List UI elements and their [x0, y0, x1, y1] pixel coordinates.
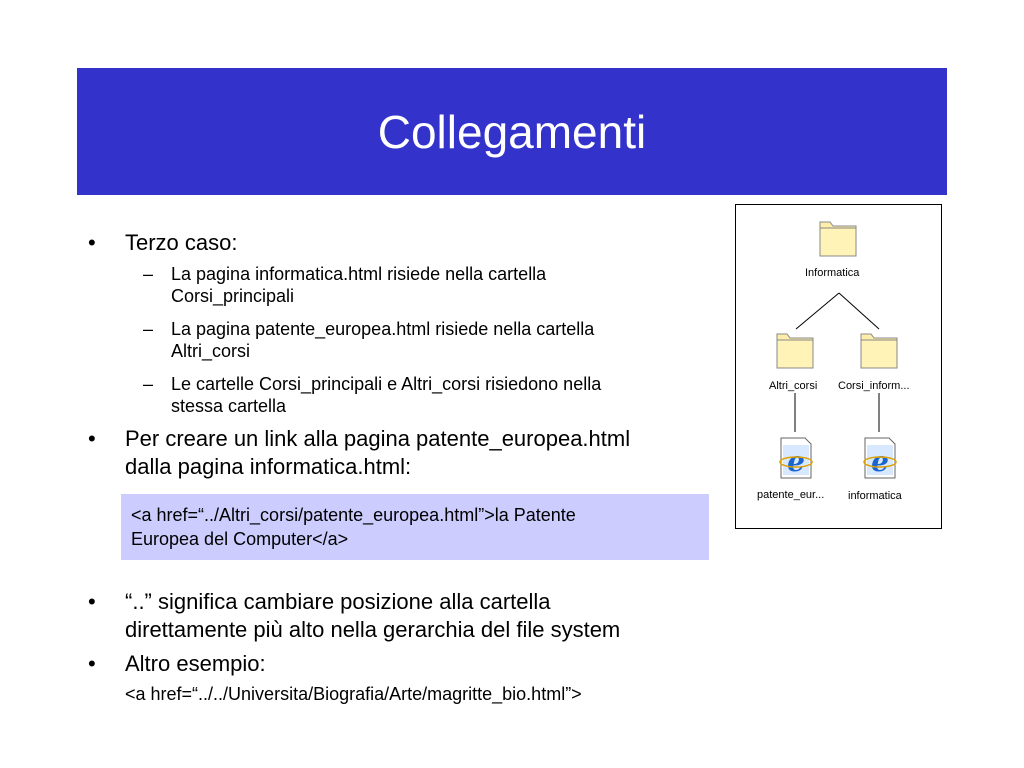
folder-label-root: Informatica — [805, 267, 860, 279]
sub-bullet-line: Le cartelle Corsi_principali e Altri_corsi risiedono nella — [171, 374, 602, 394]
sub-bullet-line: La pagina informatica.html risiede nella cartella — [171, 264, 547, 284]
svg-text:e: e — [787, 445, 805, 478]
bullet-line: dalla pagina informatica.html: — [125, 454, 412, 479]
sub-bullet-line: Corsi_principali — [171, 286, 295, 306]
code-example-line: Europea del Computer</a> — [131, 529, 349, 549]
sub-bullet-mark: – — [143, 264, 154, 284]
svg-text:e: e — [871, 445, 889, 478]
sub-bullet-line: Altri_corsi — [171, 341, 251, 361]
code-example-line: <a href=“../Altri_corsi/patente_europea.html”>la Patente — [131, 505, 576, 525]
internet-explorer-file-icon — [864, 438, 896, 478]
sub-bullet-line: stessa cartella — [171, 396, 287, 416]
folder-label-right: Corsi_inform... — [838, 380, 910, 392]
folder-label-left: Altri_corsi — [769, 380, 818, 392]
file-label-right: informatica — [848, 490, 902, 502]
sub-bullet-mark: – — [143, 319, 154, 339]
folder-icon — [777, 334, 813, 368]
folder-tree-graphic — [736, 205, 943, 530]
bullet-mark: • — [88, 589, 96, 614]
bullet-line: Per creare un link alla pagina patente_europea.html — [125, 426, 631, 451]
second-example-line: <a href=“../../Universita/Biografia/Arte/magritte_bio.html”> — [125, 684, 582, 704]
bullet-mark: • — [88, 230, 96, 255]
bullet-mark: • — [88, 426, 96, 451]
bullet-altro-esempio — [88, 650, 266, 678]
file-label-left: patente_eur... — [757, 489, 825, 501]
bullet-dot-dot-meaning — [88, 588, 621, 644]
tree-connector — [839, 293, 879, 329]
bullet-terzo-caso — [88, 229, 238, 257]
folder-icon — [861, 334, 897, 368]
folder-tree-figure — [735, 204, 942, 529]
title-bar — [77, 68, 947, 195]
bullet-line: “..” significa cambiare posizione alla cartella — [125, 589, 551, 614]
bullet-text: Terzo caso: — [125, 230, 238, 255]
tree-connector — [796, 293, 839, 329]
bullet-line: direttamente più alto nella gerarchia del file system — [125, 617, 621, 642]
internet-explorer-file-icon — [780, 438, 812, 478]
folder-icon — [820, 222, 856, 256]
sub-bullet-patente-location — [143, 318, 595, 362]
sub-bullet-informatica-location — [143, 263, 547, 307]
bullet-mark: • — [88, 651, 96, 676]
bullet-text: Altro esempio: — [125, 651, 266, 676]
code-example-box — [121, 494, 709, 560]
bullet-creare-link — [88, 425, 631, 481]
sub-bullet-mark: – — [143, 374, 154, 394]
sub-bullet-line: La pagina patente_europea.html risiede nella cartella — [171, 319, 595, 339]
sub-bullet-same-folder — [143, 373, 602, 417]
slide-title: Collegamenti — [377, 105, 647, 158]
